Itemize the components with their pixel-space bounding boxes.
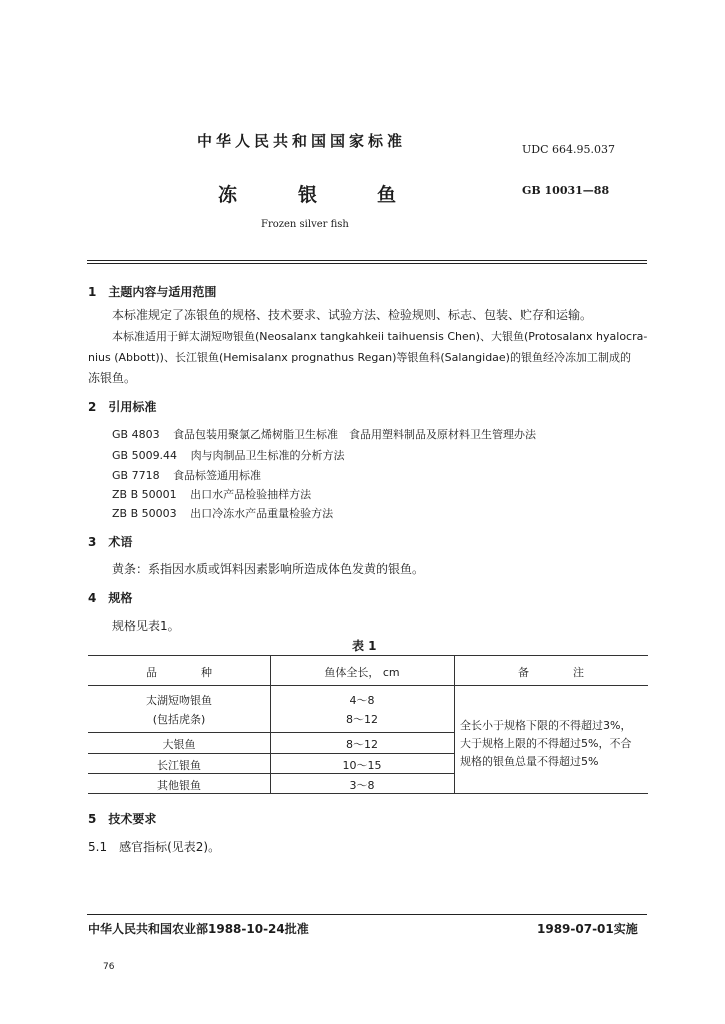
- ref-title: 食品包装用聚氯乙烯树脂卫生标准 食品用塑料制品及原材料卫生管理办法: [173, 428, 537, 441]
- ref-code: GB 4803: [112, 428, 160, 441]
- table-rule-top: [88, 655, 648, 656]
- ref-title: 出口冷冻水产品重量检验方法: [190, 507, 334, 520]
- section-1-para-2-line-1: 本标准适用于鲜太湖短吻银鱼(Neosalanx tangkahkeii taihuensis Chen)、大银鱼(Protosalanx hyalocra-: [112, 330, 648, 343]
- ref-title: 食品标签通用标准: [173, 469, 262, 482]
- table-cell-variety: 长江银鱼: [157, 759, 201, 772]
- gb-code: GB 10031—88: [522, 184, 610, 197]
- ref-item: [112, 426, 536, 442]
- table-rule-row: [88, 753, 454, 754]
- footer-rule: [87, 914, 647, 915]
- doc-title-char-1: 冻: [218, 184, 238, 206]
- ref-item: [112, 486, 311, 502]
- section-1-body: [88, 305, 648, 389]
- table-cell-length: 8～12: [346, 738, 378, 751]
- header-rule-bottom: [87, 263, 647, 264]
- english-title: Frozen silver fish: [261, 219, 349, 230]
- table-cell-variety: (包括虎条): [152, 713, 206, 726]
- table-header-length: 鱼体全长， cm: [324, 666, 400, 679]
- table-cell-length: 4～8: [349, 694, 375, 707]
- effective-date: 1989-07-01实施: [537, 922, 638, 936]
- ref-code: GB 5009.44: [112, 449, 178, 462]
- page-number: 76: [103, 962, 115, 972]
- section-4-text: 规格见表1。: [112, 619, 180, 633]
- table-rule-row: [88, 773, 454, 774]
- ref-item: [112, 447, 345, 463]
- ref-item: [112, 467, 261, 483]
- table-note-line: 大于规格上限的不得超过5%，不合: [460, 737, 632, 750]
- table-rule-row: [88, 732, 454, 733]
- section-1-para-2-line-2: nius (Abbott))、长江银鱼(Hemisalanx prognathus Regan)等银鱼科(Salangidae)的银鱼经冷冻加工制成的: [88, 351, 631, 364]
- section-1-heading: 1 主题内容与适用范围: [88, 285, 217, 299]
- ref-title: 出口水产品检验抽样方法: [190, 488, 312, 501]
- table-cell-length: 3～8: [349, 779, 375, 792]
- approval-text: 中华人民共和国农业部1988-10-24批准: [88, 922, 309, 936]
- table-cell-variety: 大银鱼: [162, 738, 196, 751]
- table-cell-length: 8～12: [346, 713, 378, 726]
- table-note-line: 全长小于规格下限的不得超过3%，: [460, 719, 632, 732]
- table-header-variety: 品 种: [146, 666, 212, 679]
- doc-title-char-2: 银: [298, 184, 318, 206]
- doc-title-char-3: 鱼: [377, 184, 397, 206]
- ref-code: GB 7718: [112, 469, 160, 482]
- table-cell-length: 10～15: [342, 759, 382, 772]
- section-4-heading: 4 规格: [88, 591, 133, 605]
- table-cell-variety: 其他银鱼: [157, 779, 201, 792]
- table-cell-variety: 太湖短吻银鱼: [146, 694, 212, 707]
- section-5-1-text: 5.1 感官指标(见表2)。: [88, 840, 221, 854]
- header-rule-top: [87, 260, 647, 261]
- table-note-line: 规格的银鱼总量不得超过5%: [460, 755, 599, 768]
- section-5-heading: 5 技术要求: [88, 812, 157, 826]
- section-3-text: 黄条：系指因水质或饵料因素影响所造成体色发黄的银鱼。: [112, 562, 425, 576]
- section-3-heading: 3 术语: [88, 535, 133, 549]
- standard-title: 中华人民共和国国家标准: [197, 132, 407, 150]
- table-rule-header: [88, 685, 648, 686]
- section-1-para-1: 本标准规定了冻银鱼的规格、技术要求、试验方法、检验规则、标志、包装、贮存和运输。: [112, 308, 593, 322]
- section-1-para-2-line-3: 冻银鱼。: [88, 371, 137, 385]
- ref-code: ZB B 50001: [112, 488, 177, 501]
- table-header-note: 备 注: [518, 666, 584, 679]
- section-2-heading: 2 引用标准: [88, 400, 157, 414]
- table-rule-bottom: [88, 793, 648, 794]
- table-caption: 表 1: [352, 639, 377, 653]
- ref-title: 肉与肉制品卫生标准的分析方法: [190, 449, 345, 462]
- udc-code: UDC 664.95.037: [522, 143, 615, 156]
- ref-code: ZB B 50003: [112, 507, 177, 520]
- ref-item: [112, 505, 333, 521]
